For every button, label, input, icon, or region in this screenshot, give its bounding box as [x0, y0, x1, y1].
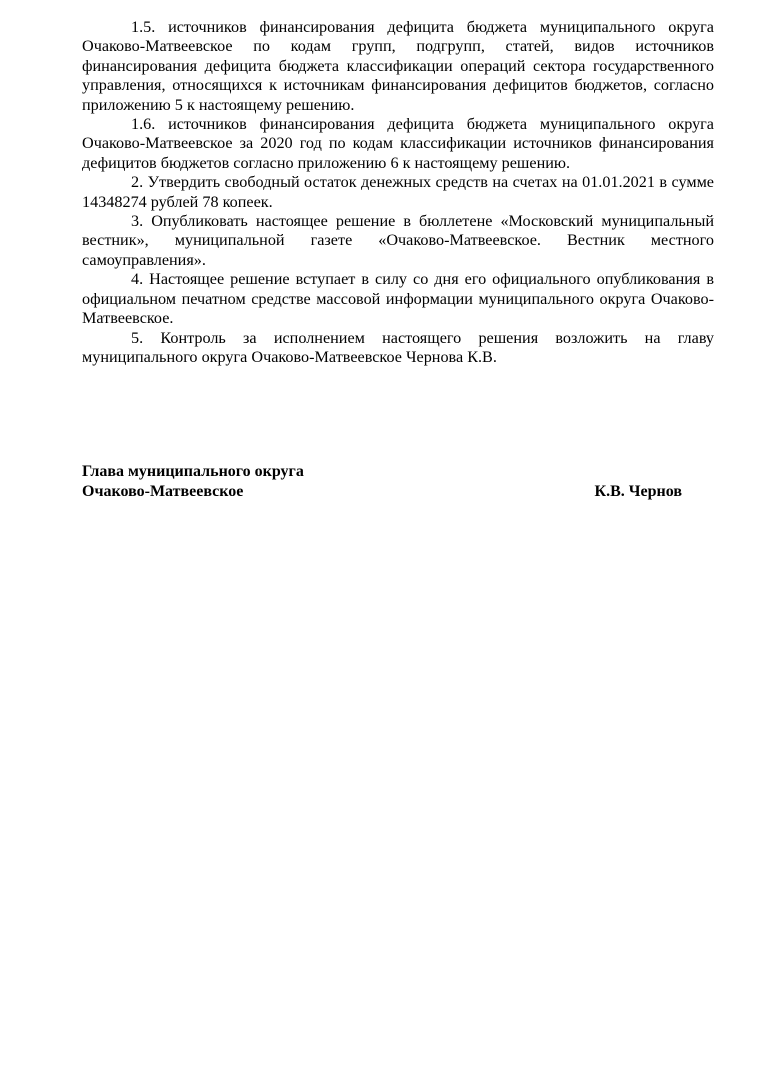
paragraph-1-6: 1.6. источников финансирования дефицита бюджета муниципального округа Очаково-Матвеевское за 2020 год по кодам классификации источников финансирования дефицитов бюджетов согласно приложению 6 к настоящему решению. — [82, 115, 714, 172]
paragraph-1-5: 1.5. источников финансирования дефицита бюджета муниципального округа Очаково-Матвеевское по кодам групп, подгрупп, статей, видов источников финансирования дефицита бюджета классификации операций сектора государственного управления, относящихся к источникам финансирования дефицитов бюджетов, согласно приложению 5 к настоящему решению. — [82, 18, 714, 114]
signature-block — [82, 462, 682, 502]
paragraph-4: 4. Настоящее решение вступает в силу со дня его официального опубликования в официальном печатном средстве массовой информации муниципального округа Очаково-Матвеевское. — [82, 270, 714, 328]
signature-title-line1: Глава муниципального округа — [82, 463, 304, 480]
paragraph-2: 2. Утвердить свободный остаток денежных средств на счетах на 01.01.2021 в сумме 14348274 рублей 78 копеек. — [82, 173, 714, 211]
signature-row — [82, 482, 682, 502]
paragraph-3: 3. Опубликовать настоящее решение в бюллетене «Московский муниципальный вестник», муниципальной газете «Очаково-Матвеевское. Вестник местного самоуправления». — [82, 212, 714, 269]
paragraph-5: 5. Контроль за исполнением настоящего решения возложить на главу муниципального округа Очаково-Матвеевское Чернова К.В. — [82, 328, 714, 366]
signature-title-line2: Очаково-Матвеевское — [82, 483, 244, 500]
document-body — [82, 18, 714, 367]
signatory-name: К.В. Чернов — [594, 483, 682, 500]
